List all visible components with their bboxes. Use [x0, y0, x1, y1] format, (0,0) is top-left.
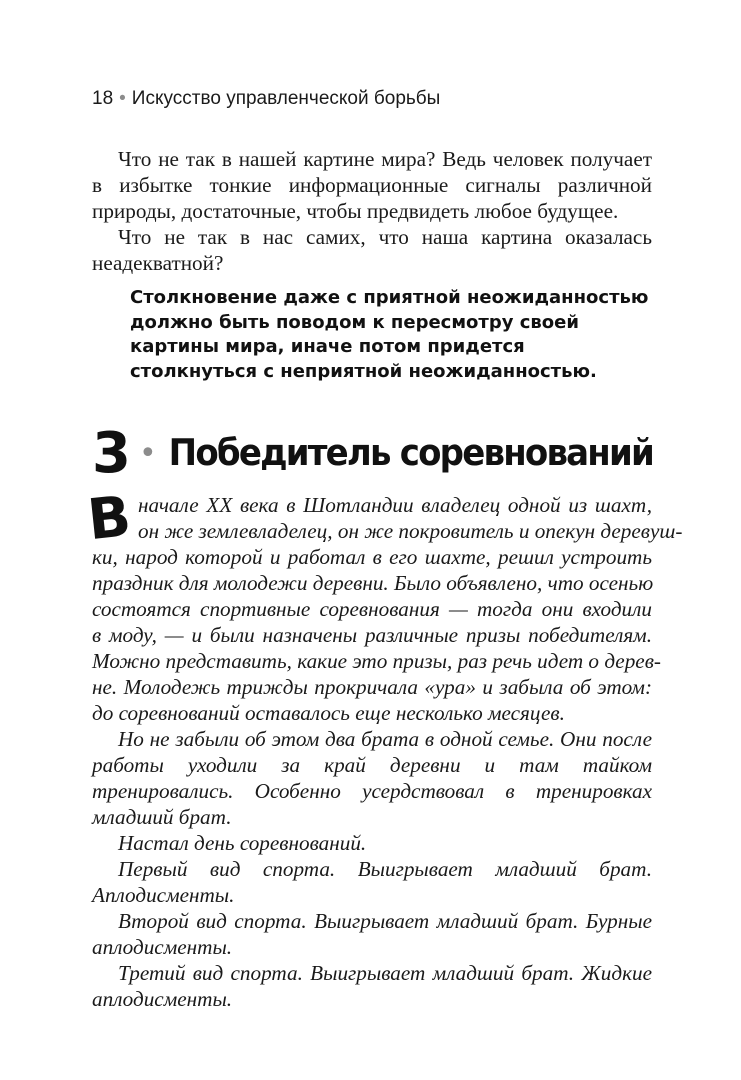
story-line: ки, народ которой и работал в его шахте, решил устроить [92, 545, 652, 569]
story-paragraph-2: Но не забыли об этом два брата в одной семье. Они после работы уходили за край деревни и там тайком тренировались. Особенно усердствовал в тренировках младший брат. [92, 727, 652, 829]
story-line: праздник для молодежи деревни. Было объявлено, что осенью [92, 571, 654, 595]
story-paragraph-6: Третий вид спорта. Выигрывает младший брат. Жидкие аплодисменты. [92, 961, 652, 1011]
emphasis-line: картины мира, иначе потом придется [130, 336, 525, 357]
chapter-heading [92, 418, 653, 488]
page-number: 18 [92, 88, 114, 109]
story-line: Можно представить, какие это призы, раз речь идет о дерев- [92, 649, 661, 673]
header-bullet: • [119, 88, 126, 109]
story-paragraph-1 [84, 484, 683, 726]
chapter-number: 3 [92, 420, 129, 486]
story-line: он же землевладелец, он же покровитель и опекун деревуш- [138, 519, 683, 543]
story-paragraph-5: Второй вид спорта. Выигрывает младший брат. Бурные аплодисменты. [92, 909, 652, 959]
emphasis-line: должно быть поводом к пересмотру своей [130, 311, 579, 333]
story-paragraph-4: Первый вид спорта. Выигрывает младший брат. Аплодисменты. [92, 857, 652, 907]
chapter-bullet: • [138, 435, 157, 471]
story-line: не. Молодежь трижды прокричала «ура» и забыла об этом: [92, 675, 652, 699]
story-line: в моду, — и были назначены различные призы победителям. [92, 623, 652, 647]
chapter-title: Победитель соревнований [168, 431, 654, 475]
intro-paragraph-1: Что не так в нашей картине мира? Ведь человек получает в избытке тонкие информационные сигналы различной природы, достаточные, чтобы предвидеть любое будущее. [92, 147, 652, 223]
story-line: состоятся спортивные соревнования — тогда они входили [92, 597, 652, 621]
running-header [92, 88, 440, 110]
story-line: начале XX века в Шотландии владелец одной из шахт, [138, 493, 652, 517]
intro-paragraph-2: Что не так в нас самих, что наша картина оказалась неадекватной? [92, 225, 652, 275]
emphasis-block [130, 286, 660, 384]
story-line: до соревнований оставалось еще несколько месяцев. [92, 701, 565, 725]
intro-text [92, 146, 652, 276]
drop-cap: В [84, 484, 134, 554]
story-text [84, 484, 683, 1012]
emphasis-line: столкнуться с неприятной неожиданностью. [130, 360, 597, 382]
story-paragraph-3: Настал день соревнований. [118, 831, 367, 855]
book-title: Искусство управленческой борьбы [131, 88, 441, 109]
emphasis-line: Столкновение даже с приятной неожиданностью [130, 287, 649, 308]
